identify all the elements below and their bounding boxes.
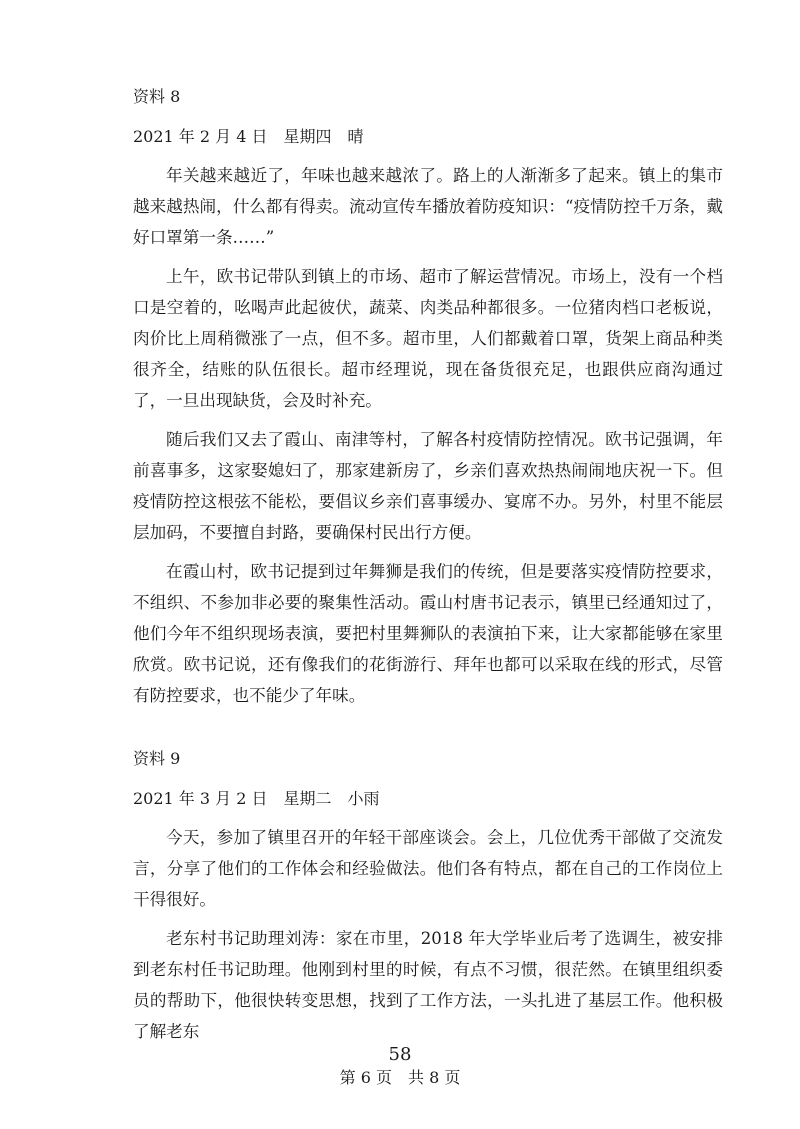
section-9-paragraph: 今天，参加了镇里召开的年轻干部座谈会。会上，几位优秀干部做了交流发言，分享了他们的工作体会和经验做法。他们各有特点，都在自己的工作岗位上干得很好。	[133, 828, 723, 909]
section-8-paragraph: 随后我们又去了霞山、南津等村，了解各村疫情防控情况。欧书记强调，年前喜事多，这家娶媳妇了，那家建新房了，乡亲们喜欢热热闹闹地庆祝一下。但疫情防控这根弦不能松，要倡议乡亲们喜事缓办、宴席不办。另外，村里不能层层加码，不要擅自封路，要确保村民出行方便。	[133, 430, 723, 542]
section-8-heading: 资料 8	[133, 87, 181, 106]
section-9-paragraph: 老东村书记助理刘涛：家在市里，2018 年大学毕业后考了选调生，被安排到老东村任书记助理。他刚到村里的时候，有点不习惯，很茫然。在镇里组织委员的帮助下，他很快转变思想，找到了工作方法，一头扎进了基层工作。他积极了解老东	[133, 929, 723, 1041]
section-8-date: 2021 年 2 月 4 日 星期四 晴	[133, 127, 364, 146]
page-count: 第 6 页 共 8 页	[339, 1068, 461, 1087]
section-8-paragraph: 上午，欧书记带队到镇上的市场、超市了解运营情况。市场上，没有一个档口是空着的，吆喝声此起彼伏，蔬菜、肉类品种都很多。一位猪肉档口老板说，肉价比上周稍微涨了一点，但不多。超市里，人们都戴着口罩，货架上商品种类很齐全，结账的队伍很长。超市经理说，现在备货很充足，也跟供应商沟通过了，一旦出现缺货，会及时补充。	[133, 267, 723, 410]
section-9-date: 2021 年 3 月 2 日 星期二 小雨	[133, 789, 380, 808]
document-body	[133, 86, 723, 1047]
page-number: 58	[388, 1044, 412, 1065]
section-8-paragraph: 年关越来越近了，年味也越来越浓了。路上的人渐渐多了起来。镇上的集市越来越热闹，什么都有得卖。流动宣传车播放着防疫知识：“疫情防控千万条，戴好口罩第一条……”	[133, 166, 723, 247]
section-9-heading: 资料 9	[133, 749, 181, 768]
section-8-paragraph: 在霞山村，欧书记提到过年舞狮是我们的传统，但是要落实疫情防控要求，不组织、不参加非必要的聚集性活动。霞山村唐书记表示，镇里已经通知过了，他们今年不组织现场表演，要把村里舞狮队的表演拍下来，让大家都能够在家里欣赏。欧书记说，还有像我们的花街游行、拜年也都可以采取在线的形式，尽管有防控要求，也不能少了年味。	[133, 562, 723, 705]
